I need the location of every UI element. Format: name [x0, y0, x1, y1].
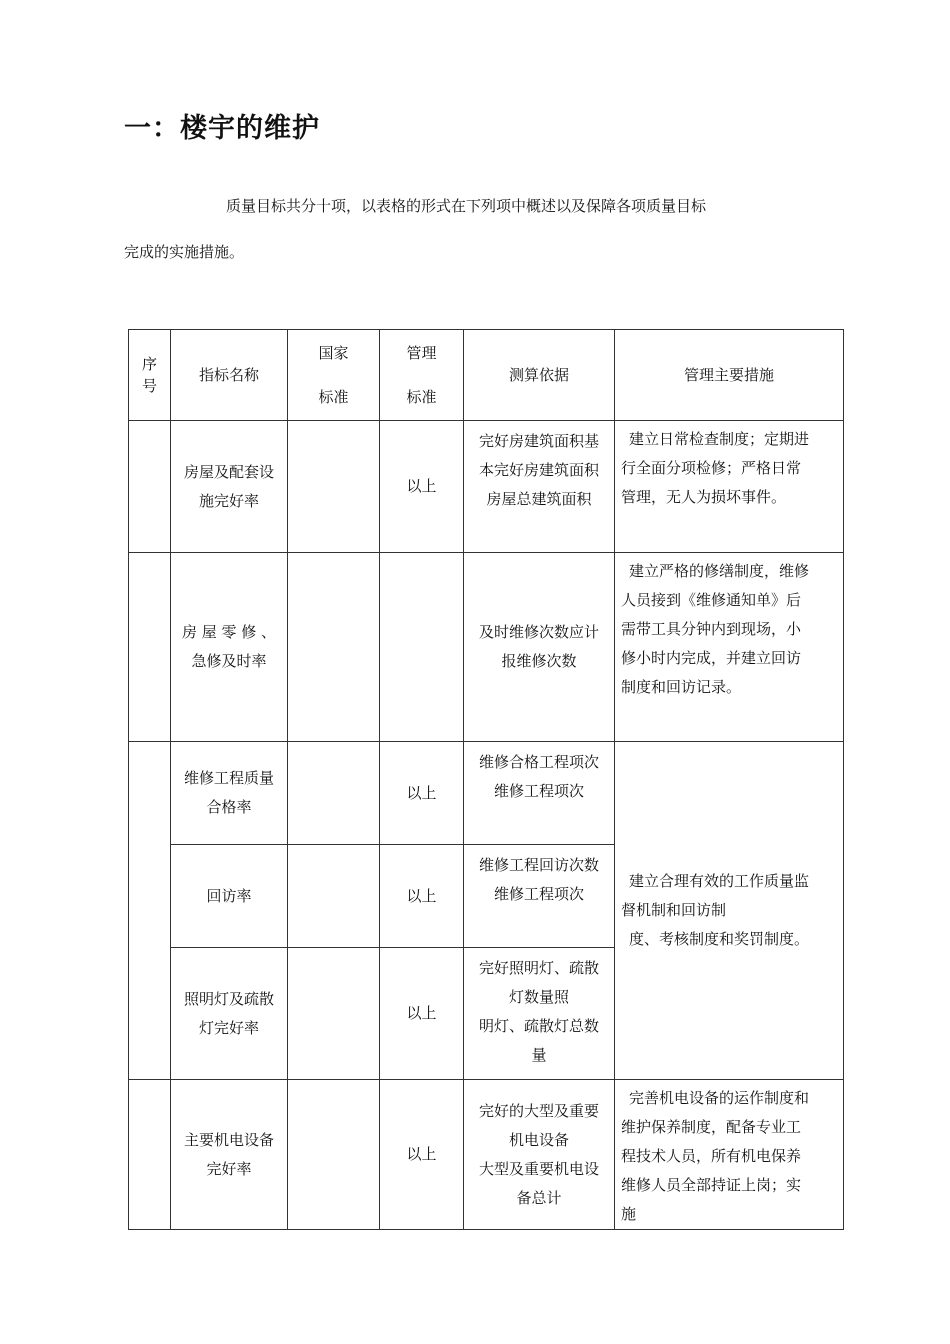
seq-cell: [129, 553, 171, 742]
basis-line: 完好房建筑面积基: [478, 432, 599, 450]
basis-line: 维修工程回访次数: [478, 856, 599, 874]
indicator-name-cell: [171, 1080, 288, 1230]
basis-line: 及时维修次数应计: [478, 623, 599, 641]
national-std-cell: [288, 845, 380, 948]
measures-line: 维修人员全部持证上岗；实: [621, 1176, 802, 1194]
seq-cell: [129, 421, 171, 553]
basis-line: 完好照明灯、疏散: [478, 959, 599, 977]
basis-line: 维修工程项次: [493, 782, 584, 800]
table-row: [129, 553, 844, 742]
intro-line-1: 质量目标共分十项，以表格的形式在下列项中概述以及保障各项质量目标: [226, 197, 707, 215]
table-row: [129, 1080, 844, 1230]
measures-cell: [615, 553, 844, 742]
seq-cell: [129, 1080, 171, 1230]
mgmt-std-cell: [380, 553, 464, 742]
measures-cell: [615, 1080, 844, 1230]
basis-line: 明灯、疏散灯总数: [478, 1017, 599, 1035]
measures-line: 建立日常检查制度；定期进: [629, 430, 810, 448]
basis-cell: [464, 742, 615, 845]
indicator-name-line: 主要机电设备: [183, 1130, 274, 1149]
basis-cell: [464, 553, 615, 742]
measures-line: 建立合理有效的工作质量监: [629, 872, 810, 890]
header-measures: 管理主要措施: [615, 330, 844, 421]
header-mgmt-line2: 标准: [406, 388, 437, 406]
indicator-name-line: 施完好率: [198, 491, 259, 510]
header-basis: 测算依据: [464, 330, 615, 421]
table-header-row: [129, 330, 844, 421]
measures-line: 人员接到《维修通知单》后: [621, 591, 802, 609]
national-std-cell: [288, 742, 380, 845]
header-national-line1: 国家: [318, 344, 349, 362]
measures-line: 管理，无人为损坏事件。: [621, 488, 787, 506]
national-std-cell: [288, 948, 380, 1080]
header-mgmt-line1: 管理: [406, 344, 437, 362]
indicator-name-line: 房屋及配套设: [183, 462, 274, 481]
header-name: 指标名称: [171, 330, 288, 421]
mgmt-std-cell: 以上: [380, 845, 464, 948]
basis-line: 本完好房建筑面积: [478, 461, 599, 479]
indicator-name-line: 合格率: [206, 798, 252, 816]
mgmt-std-cell: 以上: [380, 421, 464, 553]
basis-line: 大型及重要机电设: [478, 1159, 599, 1178]
page-heading: 一：楼宇的维护: [124, 113, 320, 144]
measures-line: 施: [621, 1205, 637, 1223]
indicator-name-line: 急修及时率: [191, 652, 267, 670]
measures-line: 行全面分项检修；严格日常: [621, 459, 802, 477]
header-mgmt-std: [380, 330, 464, 421]
measures-line: 完善机电设备的运作制度和: [629, 1089, 810, 1107]
table-row: [129, 742, 844, 845]
indicator-name-line: 照明灯及疏散: [183, 989, 274, 1008]
basis-line: 报维修次数: [501, 652, 577, 670]
mgmt-std-cell: 以上: [380, 1080, 464, 1230]
basis-line: 量: [531, 1046, 547, 1064]
measures-line: 程技术人员，所有机电保养: [621, 1147, 802, 1165]
measures-line: 建立严格的修缮制度，维修: [629, 562, 810, 580]
basis-cell: [464, 948, 615, 1080]
basis-line: 备总计: [516, 1188, 562, 1207]
indicator-name-line: 房 屋 零 修 、: [181, 623, 277, 641]
indicator-name-cell: [171, 845, 288, 948]
table-row: [129, 421, 844, 553]
measures-line: 制度和回访记录。: [621, 678, 742, 696]
national-std-cell: [288, 421, 380, 553]
measures-line: 需带工具分钟内到现场，小: [621, 620, 802, 638]
header-seq-line1: 序: [141, 355, 157, 373]
basis-cell: [464, 421, 615, 553]
measures-line: 维护保养制度，配备专业工: [621, 1118, 802, 1136]
basis-line: 维修工程项次: [493, 885, 584, 903]
basis-line: 机电设备: [508, 1130, 569, 1149]
indicator-name-cell: [171, 421, 288, 553]
indicator-name-line: 维修工程质量: [183, 769, 274, 787]
indicator-name-line: 完好率: [206, 1159, 252, 1178]
measures-cell: [615, 742, 844, 1080]
measures-line: 度、考核制度和奖罚制度。: [629, 930, 810, 948]
basis-line: 房屋总建筑面积: [486, 490, 592, 508]
mgmt-std-cell: 以上: [380, 948, 464, 1080]
mgmt-std-cell: 以上: [380, 742, 464, 845]
header-national-std: [288, 330, 380, 421]
quality-target-table: [128, 329, 844, 1230]
national-std-cell: [288, 553, 380, 742]
basis-line: 维修合格工程项次: [478, 753, 599, 771]
national-std-cell: [288, 1080, 380, 1230]
basis-line: 完好的大型及重要: [478, 1101, 599, 1120]
intro-line-2: 完成的实施措施。: [124, 243, 245, 261]
indicator-name-line: 回访率: [206, 886, 252, 905]
indicator-name-cell: [171, 553, 288, 742]
header-seq-line2: 号: [141, 377, 157, 395]
basis-cell: [464, 1080, 615, 1230]
measures-cell: [615, 421, 844, 553]
basis-cell: [464, 845, 615, 948]
basis-line: 灯数量照: [508, 988, 569, 1006]
seq-cell: [129, 742, 171, 1080]
indicator-name-cell: [171, 742, 288, 845]
measures-line: 督机制和回访制: [621, 901, 727, 919]
indicator-name-line: 灯完好率: [198, 1018, 259, 1037]
header-national-line2: 标准: [318, 388, 349, 406]
indicator-name-cell: [171, 948, 288, 1080]
header-seq: [129, 330, 171, 421]
measures-line: 修小时内完成，并建立回访: [621, 649, 802, 667]
